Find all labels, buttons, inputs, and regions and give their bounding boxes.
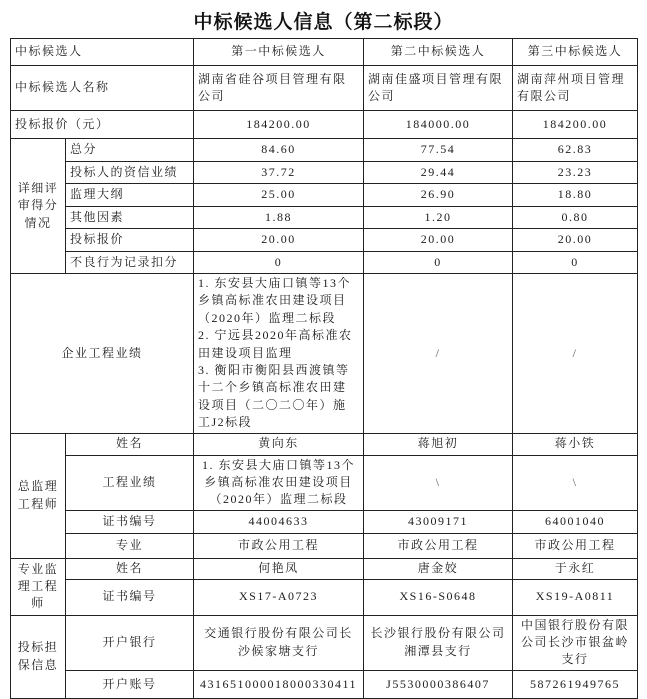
candidate2-name: 湖南佳盛项目管理有限公司 — [364, 66, 513, 111]
table-row — [11, 139, 638, 162]
table-row — [11, 184, 638, 207]
guarantee-row-label: 开户账号 — [66, 670, 194, 698]
chief-certificate-cell: 43009171 — [364, 510, 513, 533]
candidate1-account-cell: 431651000018000330411 — [194, 670, 364, 698]
candidate2-bid-price: 184000.00 — [364, 111, 513, 139]
score-cell: 62.83 — [513, 139, 638, 162]
candidate2-enterprise-achievements: / — [364, 274, 513, 434]
score-row-label: 投标报价 — [66, 229, 194, 252]
achievement-line: 2. 宁远县2020年高标准农田建设项目监理 — [198, 328, 353, 360]
score-cell: 18.80 — [513, 184, 638, 207]
score-cell: 84.60 — [194, 139, 364, 162]
score-cell: 0.80 — [513, 207, 638, 229]
table-row — [11, 274, 638, 434]
score-cell: 0 — [364, 252, 513, 274]
score-cell: 20.00 — [194, 229, 364, 252]
candidate2-bank-cell: 长沙银行股份有限公司湘潭县支行 — [364, 615, 513, 670]
specialist-row-label: 姓名 — [66, 558, 194, 579]
header-label-cell: 中标候选人 — [11, 39, 194, 66]
table-row — [11, 252, 638, 274]
score-cell: 0 — [194, 252, 364, 274]
score-row-label: 总分 — [66, 139, 194, 162]
candidate-name-label: 中标候选人名称 — [11, 66, 194, 111]
score-group-label: 详细评审得分情况 — [11, 139, 66, 274]
chief-row-label: 姓名 — [66, 433, 194, 455]
chief-specialty-cell: 市政公用工程 — [194, 533, 364, 558]
chief-achievement-cell: 1. 东安县大庙口镇等13个乡镇高标准农田建设项目（2020年）监理二标段 — [194, 455, 364, 510]
table-row — [11, 66, 638, 111]
specialist-name-cell: 于永红 — [513, 558, 638, 579]
score-cell: 23.23 — [513, 162, 638, 184]
chief-specialty-cell: 市政公用工程 — [364, 533, 513, 558]
candidate3-name: 湖南萍州项目管理有限公司 — [513, 66, 638, 111]
chief-engineer-group-label: 总监理工程师 — [11, 433, 66, 558]
enterprise-achievements-label: 企业工程业绩 — [11, 274, 194, 434]
page-title: 中标候选人信息（第二标段） — [193, 12, 454, 33]
chief-name-cell: 蒋旭初 — [364, 433, 513, 455]
table-row — [11, 433, 638, 455]
achievement-line: 3. 衡阳市衡阳县西渡镇等十二个乡镇高标准农田建设项目（二〇二〇年）施工J2标段 — [198, 362, 350, 430]
table-row — [11, 162, 638, 184]
score-cell: 1.88 — [194, 207, 364, 229]
score-row-label: 其他因素 — [66, 207, 194, 229]
chief-certificate-cell: 64001040 — [513, 510, 638, 533]
candidate3-bank-cell: 中国银行股份有限公司长沙市银盆岭支行 — [513, 615, 638, 670]
score-row-label: 投标人的资信业绩 — [66, 162, 194, 184]
specialist-name-cell: 唐金姣 — [364, 558, 513, 579]
candidate1-enterprise-achievements — [194, 274, 364, 434]
chief-row-label: 工程业绩 — [66, 455, 194, 510]
candidate3-account-cell: 587261949765 — [513, 670, 638, 698]
score-row-label: 不良行为记录扣分 — [66, 252, 194, 274]
candidate1-name: 湖南省硅谷项目管理有限公司 — [194, 66, 364, 111]
table-row — [11, 579, 638, 615]
chief-name-cell: 黄向东 — [194, 433, 364, 455]
header-candidate2-cell: 第二中标候选人 — [364, 39, 513, 66]
chief-name-cell: 蒋小铁 — [513, 433, 638, 455]
achievement-line: 1. 东安县大庙口镇等13个乡镇高标准农田建设项目（2020年）监理二标段 — [198, 276, 352, 325]
chief-row-label: 证书编号 — [66, 510, 194, 533]
table-row — [11, 207, 638, 229]
table-row — [11, 615, 638, 670]
table-row — [11, 39, 638, 66]
table-row — [11, 111, 638, 139]
chief-row-label: 专业 — [66, 533, 194, 558]
candidate1-bid-price: 184200.00 — [194, 111, 364, 139]
score-cell: 1.20 — [364, 207, 513, 229]
guarantee-group-label: 投标担保信息 — [11, 615, 66, 698]
header-candidate3-cell: 第三中标候选人 — [513, 39, 638, 66]
score-cell: 0 — [513, 252, 638, 274]
table-row — [11, 558, 638, 579]
bid-price-label: 投标报价（元） — [11, 111, 194, 139]
table-row — [11, 455, 638, 510]
chief-certificate-cell: 44004633 — [194, 510, 364, 533]
table-row — [11, 670, 638, 698]
table-row — [11, 229, 638, 252]
specialist-name-cell: 何艳凤 — [194, 558, 364, 579]
score-cell: 20.00 — [513, 229, 638, 252]
specialist-certificate-cell: XS16-S0648 — [364, 579, 513, 615]
candidate1-bank-cell: 交通银行股份有限公司长沙候家塘支行 — [194, 615, 364, 670]
score-cell: 37.72 — [194, 162, 364, 184]
score-cell: 29.44 — [364, 162, 513, 184]
chief-achievement-cell: \ — [364, 455, 513, 510]
score-cell: 77.54 — [364, 139, 513, 162]
score-cell: 20.00 — [364, 229, 513, 252]
candidate3-enterprise-achievements: / — [513, 274, 638, 434]
score-cell: 26.90 — [364, 184, 513, 207]
candidate3-bid-price: 184200.00 — [513, 111, 638, 139]
table-row — [11, 510, 638, 533]
chief-specialty-cell: 市政公用工程 — [513, 533, 638, 558]
specialist-certificate-cell: XS19-A0811 — [513, 579, 638, 615]
score-cell: 25.00 — [194, 184, 364, 207]
specialist-engineer-group-label: 专业监理工程师 — [11, 558, 66, 615]
specialist-row-label: 证书编号 — [66, 579, 194, 615]
score-row-label: 监理大纲 — [66, 184, 194, 207]
specialist-certificate-cell: XS17-A0723 — [194, 579, 364, 615]
header-candidate1-cell: 第一中标候选人 — [194, 39, 364, 66]
table-row — [11, 533, 638, 558]
bid-candidates-table — [10, 38, 638, 699]
guarantee-row-label: 开户银行 — [66, 615, 194, 670]
chief-achievement-cell: \ — [513, 455, 638, 510]
candidate2-account-cell: J5530000386407 — [364, 670, 513, 698]
